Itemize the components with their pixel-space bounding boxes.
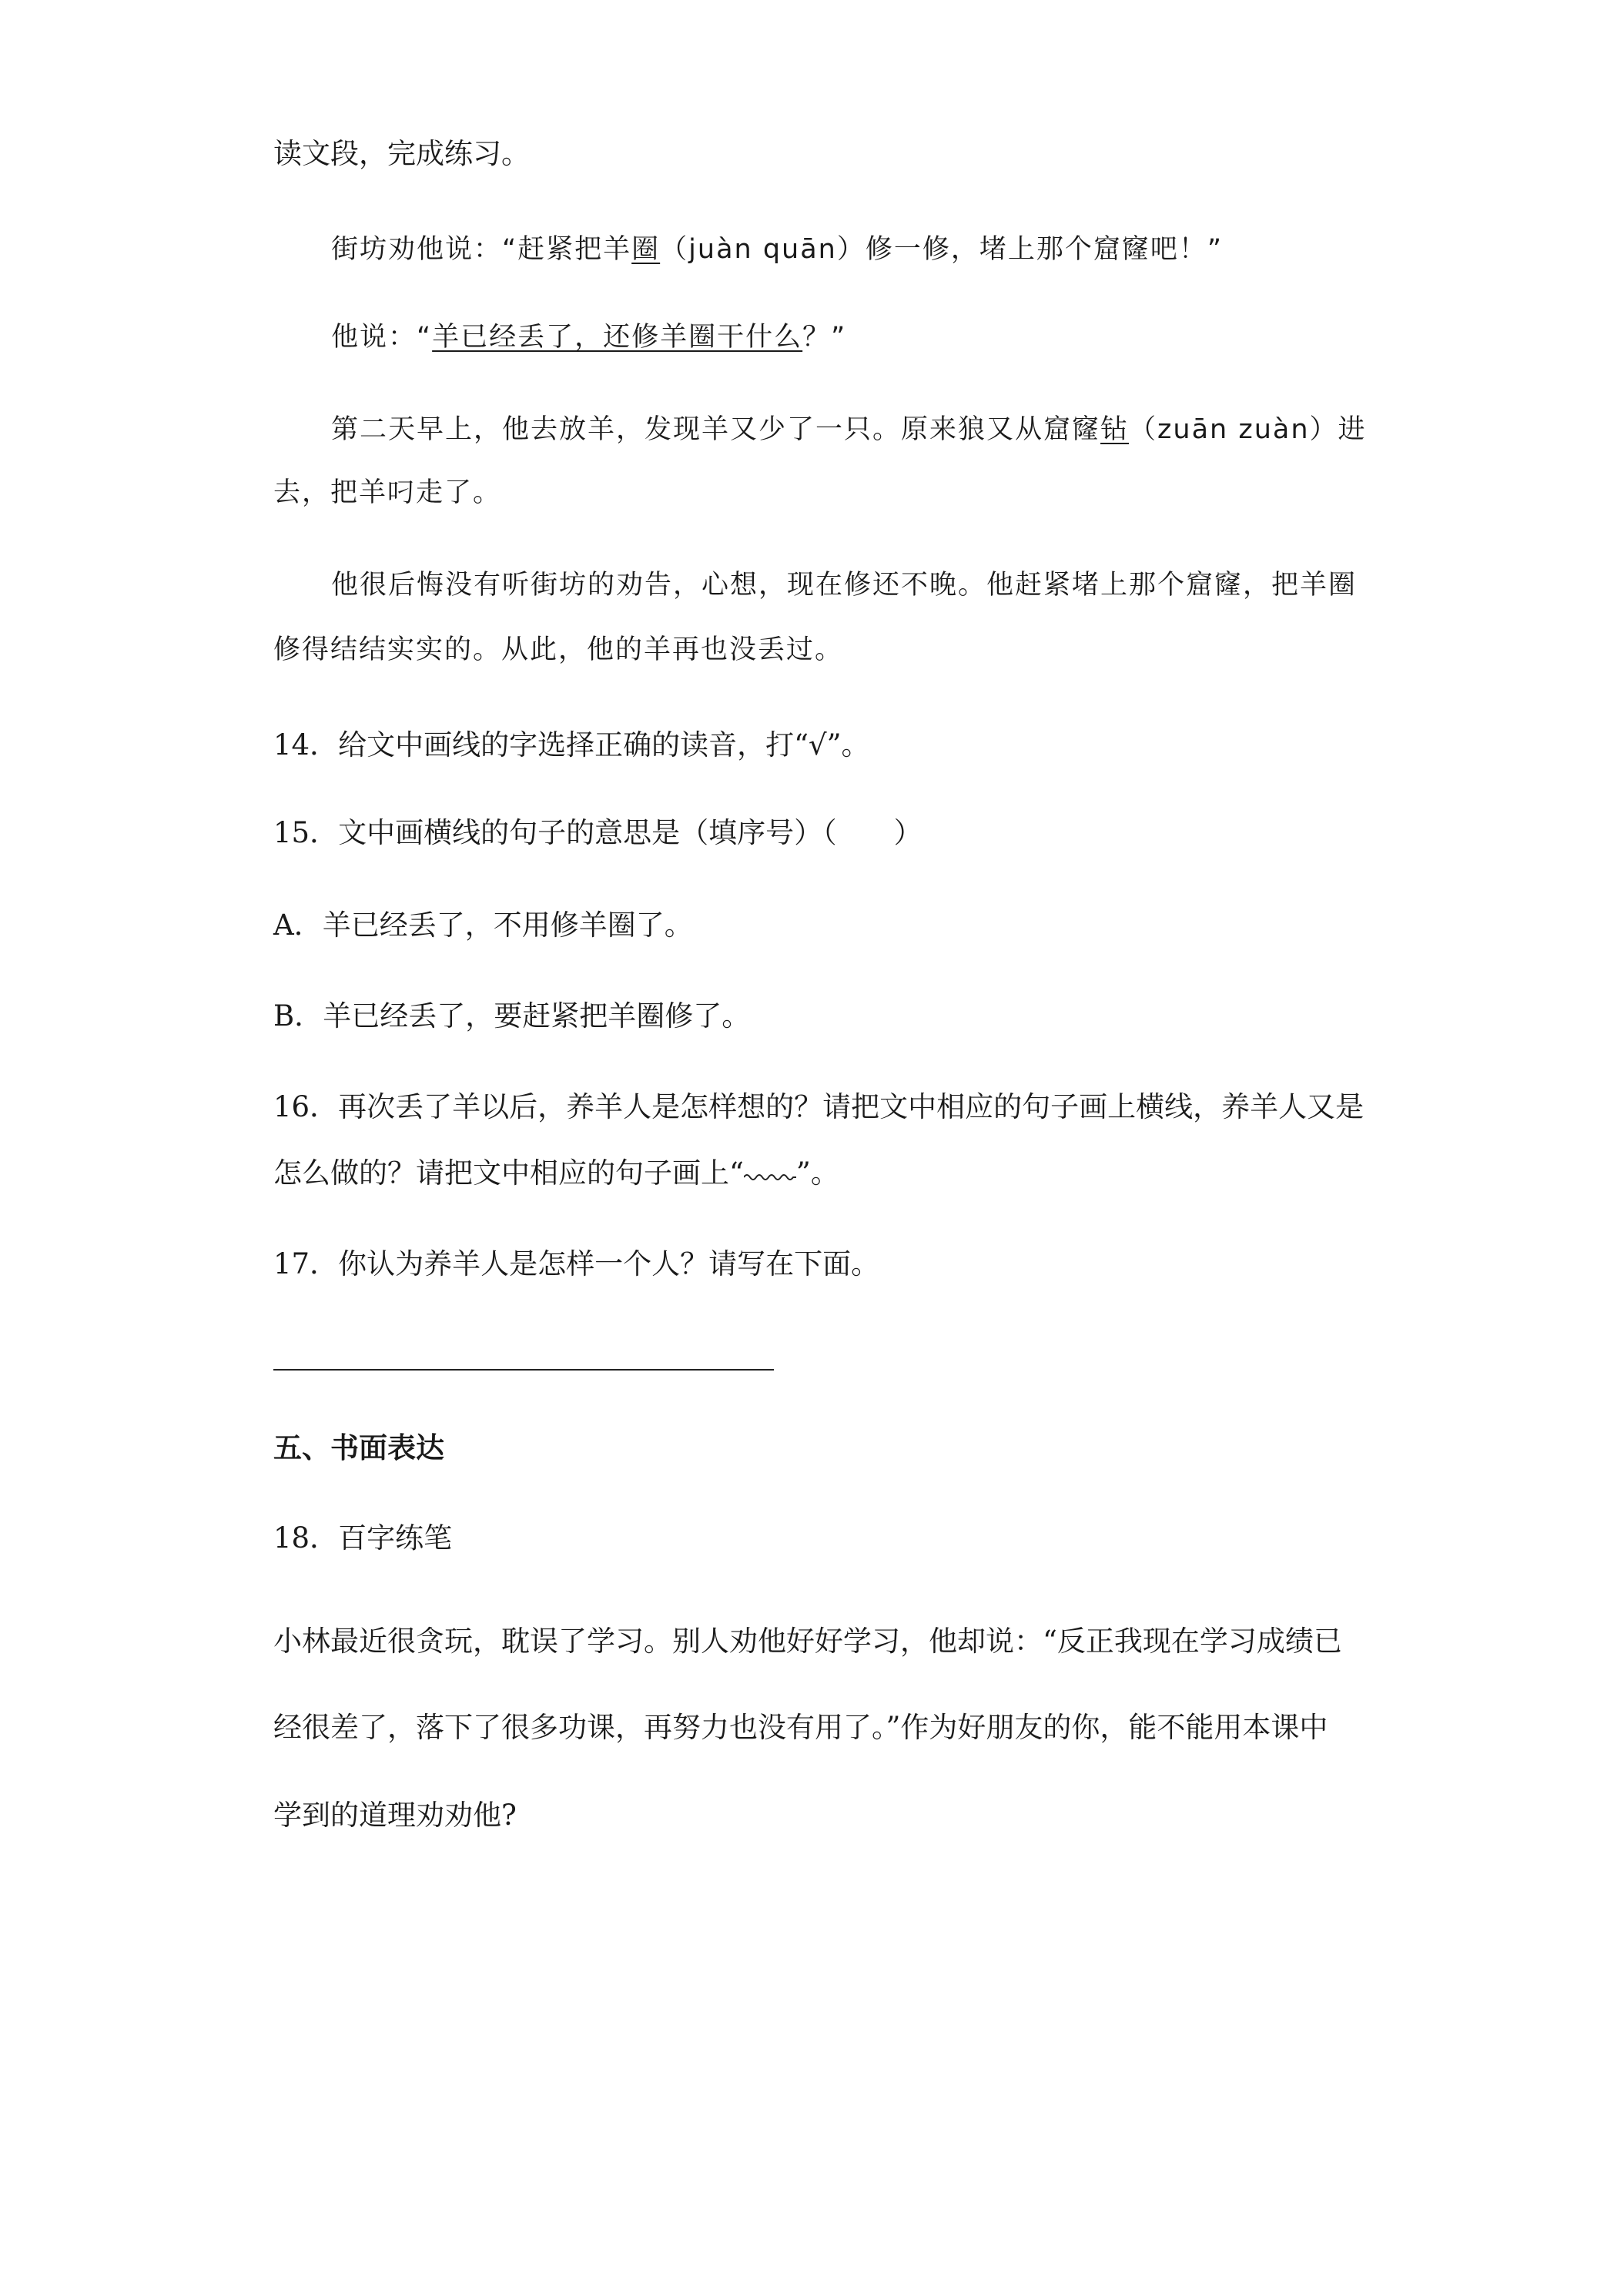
passage-paragraph-3-line-1 — [331, 411, 1367, 448]
passage-paragraph-4-line-2: 修得结结实实的。从此，他的羊再也没丢过。 — [273, 634, 844, 665]
question-16-line-2 — [273, 1155, 839, 1192]
q16-text-before: 怎么做的？请把文中相应的句子画上“ — [273, 1156, 744, 1190]
section-5-heading: 五、书面表达 — [273, 1431, 444, 1464]
p2-text-before: 他说：“ — [331, 322, 433, 353]
p1-text-before: 街坊劝他说：“赶紧把羊 — [331, 234, 632, 265]
wavy-line-mark — [744, 1167, 796, 1183]
q18-prompt-line-3: 学到的道理劝劝他? — [273, 1799, 517, 1832]
passage-paragraph-1 — [331, 231, 1223, 268]
question-14: 14．给文中画线的字选择正确的读音，打“√”。 — [273, 728, 870, 761]
p3-text-before: 第二天早上，他去放羊，发现羊又少了一只。原来狼又从窟窿 — [331, 414, 1101, 445]
p3-underlined-char: 钻 — [1100, 414, 1130, 445]
question-18: 18．百字练笔 — [273, 1521, 453, 1555]
option-a: A．羊已经丢了，不用修羊圈了。 — [273, 909, 693, 942]
answer-blank-line[interactable] — [273, 1369, 774, 1371]
p2-underlined-sentence: 羊已经丢了，还修羊圈干什么 — [432, 322, 803, 353]
q18-prompt-line-2: 经很差了，落下了很多功课，再努力也没有用了。”作为好朋友的你，能不能用本课中 — [273, 1711, 1328, 1744]
p1-underlined-char: 圈 — [631, 234, 661, 265]
question-16-line-1: 16．再次丢了羊以后，养羊人是怎样想的？请把文中相应的句子画上横线，养羊人又是 — [273, 1090, 1364, 1123]
question-17: 17．你认为养羊人是怎样一个人？请写在下面。 — [273, 1247, 880, 1280]
q18-prompt-line-1: 小林最近很贪玩，耽误了学习。别人劝他好好学习，他却说：“反正我现在学习成绩已 — [273, 1625, 1342, 1658]
passage-paragraph-2 — [331, 319, 846, 356]
q16-text-after: ”。 — [795, 1156, 839, 1190]
intro-instruction: 读文段，完成练习。 — [273, 137, 530, 170]
passage-paragraph-3-line-2: 去，把羊叼走了。 — [273, 477, 502, 508]
option-b: B．羊已经丢了，要赶紧把羊圈修了。 — [273, 999, 751, 1033]
p2-text-after: ？” — [802, 322, 847, 353]
passage-paragraph-4-line-1: 他很后悔没有听街坊的劝告，心想，现在修还不晚。他赶紧堵上那个窟窿，把羊圈 — [331, 570, 1358, 601]
question-15: 15．文中画横线的句子的意思是（填序号）（ ） — [273, 816, 922, 849]
p3-text-after: （zuān zuàn）进 — [1129, 414, 1367, 445]
p1-text-after: （juàn quān）修一修，堵上那个窟窿吧！” — [660, 234, 1223, 265]
